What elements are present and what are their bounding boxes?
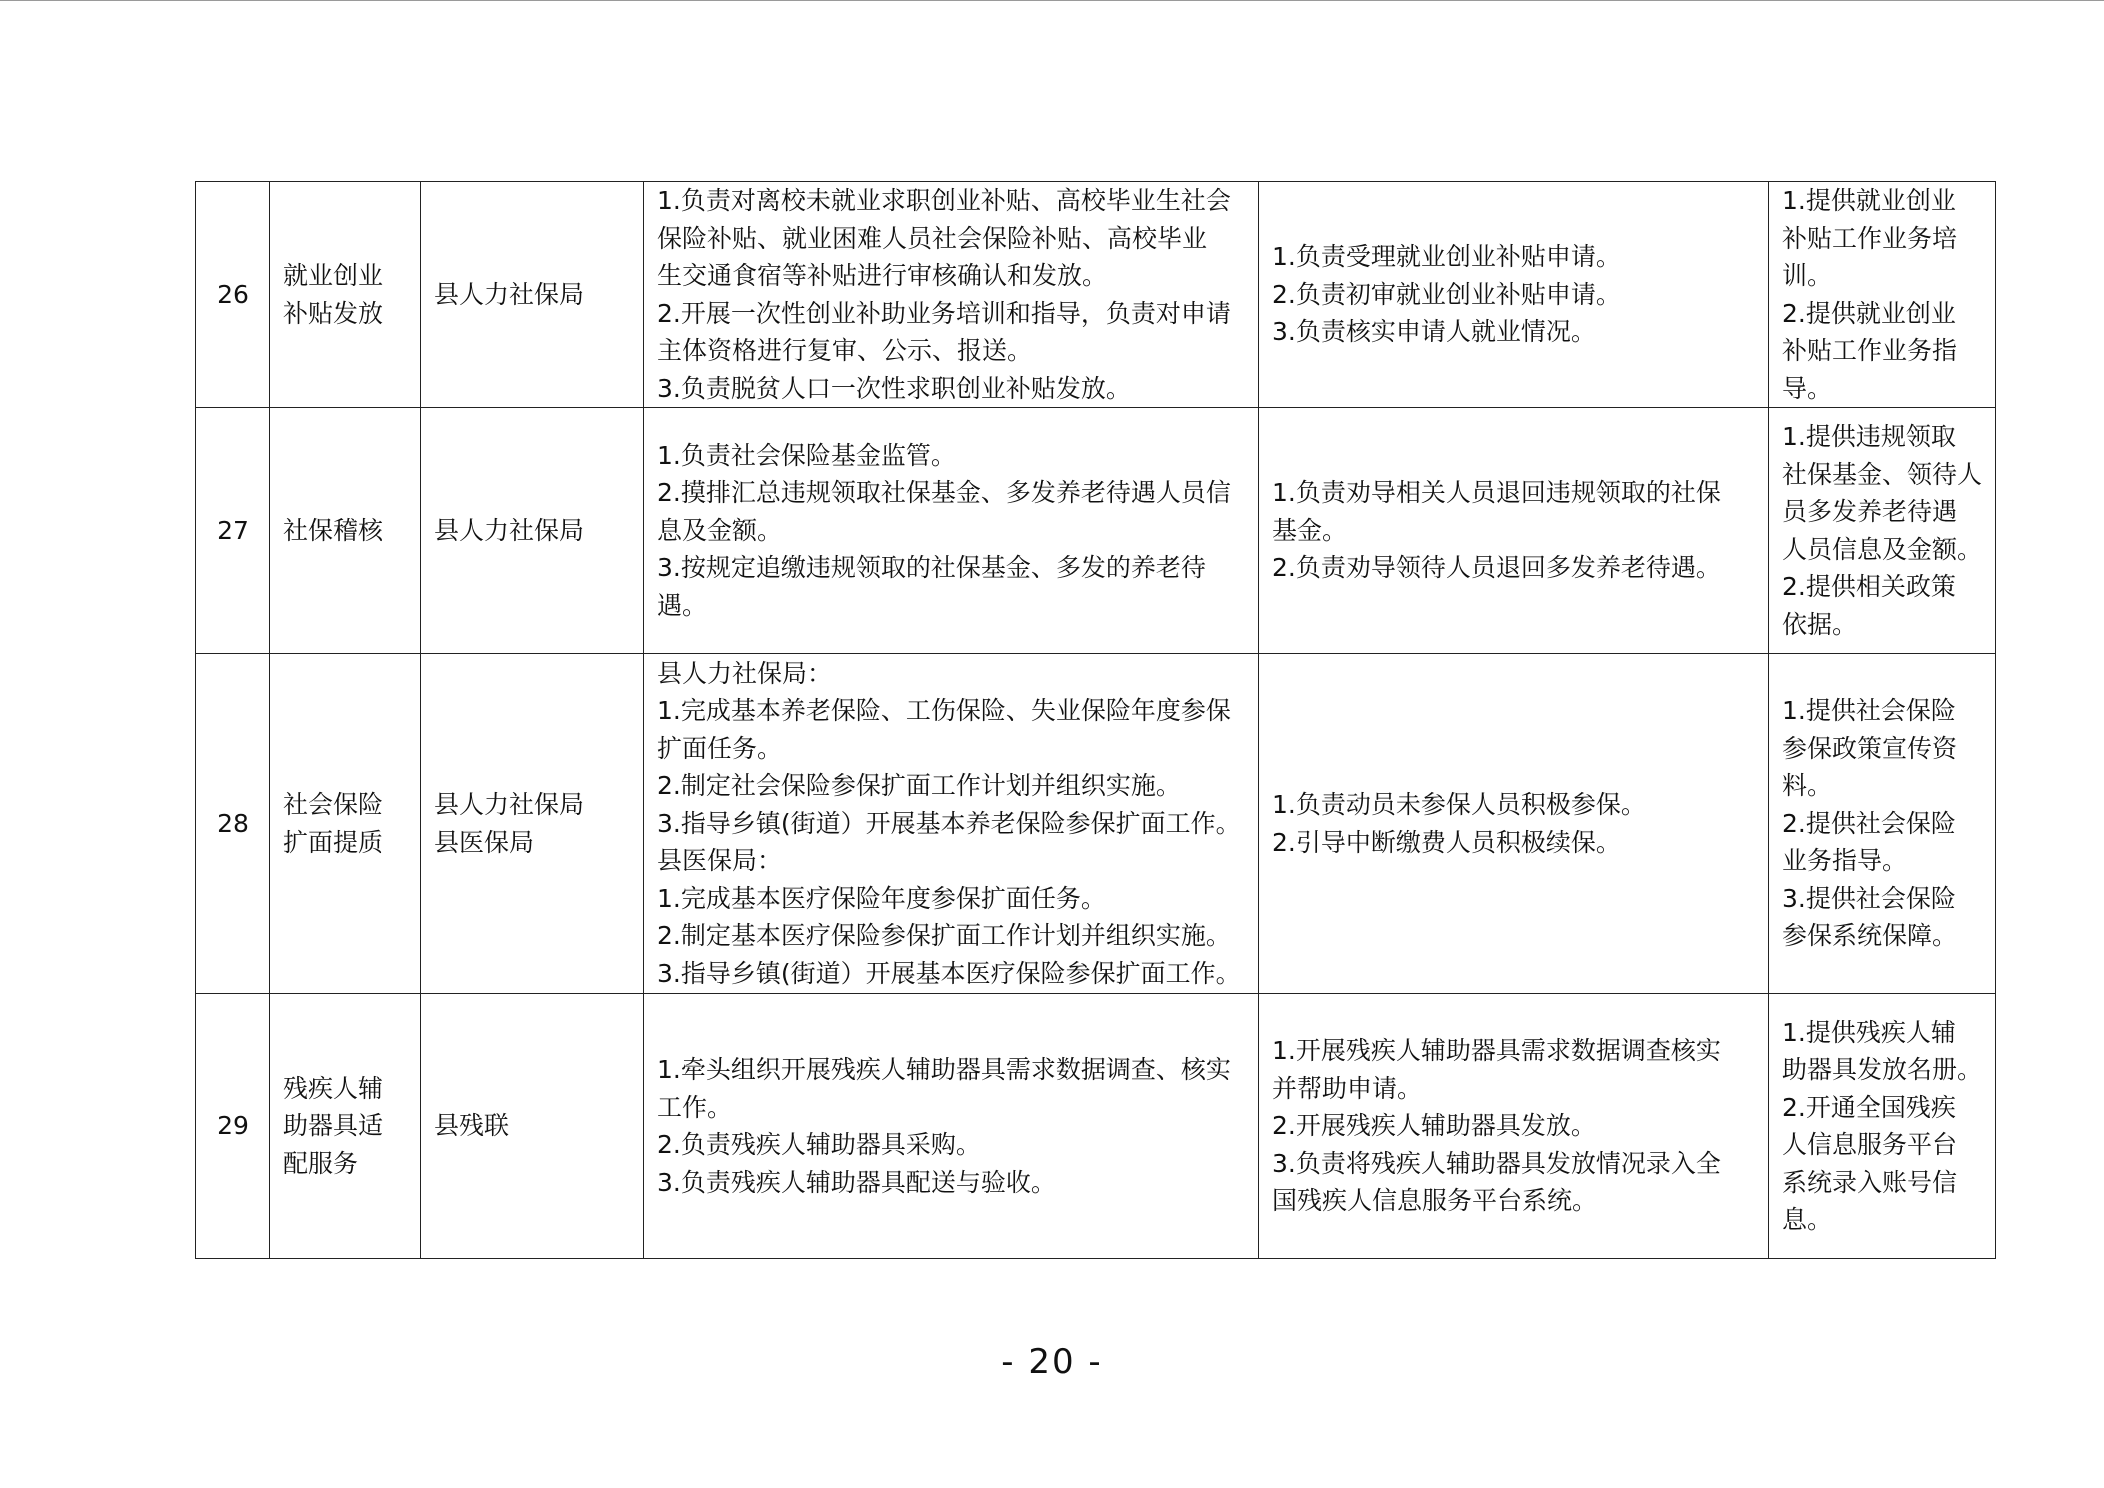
lead-department-line: 县残联 [434,1111,510,1141]
department-duty-line: 3.负责脱贫人口一次性求职创业补贴发放。 [657,373,1131,403]
row-number: 26 [217,279,249,309]
lead-department-cell [421,408,644,654]
support-cell [1769,654,1996,994]
support-cell [1769,408,1996,654]
support-line: 补贴工作业务培 [1782,223,1958,253]
department-duty-line: 2.制定社会保险参保扩面工作计划并组织实施。 [657,771,1181,801]
support-line: 2.提供相关政策 [1782,572,1956,601]
support-line: 业务指导。 [1782,846,1908,876]
department-duty-cell [644,182,1259,408]
department-duty-line: 保险补贴、就业困难人员社会保险补贴、高校毕业 [657,223,1208,253]
town-duty-line: 基金。 [1272,515,1348,545]
town-duty-line: 2.开展残疾人辅助器具发放。 [1272,1111,1596,1141]
support-line: 1.提供就业创业 [1782,186,1956,215]
support-line: 人员信息及金额。 [1782,534,1983,564]
department-duty-line: 县人力社保局： [657,658,833,688]
support-line: 社保基金、领待人 [1782,459,1983,489]
department-duty-cell [644,994,1259,1259]
item-name-line: 社会保险 [283,790,384,819]
row-number: 29 [217,1111,249,1141]
department-duty-line: 扩面任务。 [657,733,783,763]
support-cell [1769,994,1996,1259]
row-number: 27 [217,515,249,545]
department-duty-line: 工作。 [657,1092,733,1122]
department-duty-cell [644,654,1259,994]
item-name-line: 助器具适 [283,1111,384,1141]
town-duty-cell [1259,654,1769,994]
lead-department-cell [421,182,644,408]
department-duty-line: 息及金额。 [657,515,783,545]
support-line: 2.提供社会保险 [1782,808,1956,838]
town-duty-line: 2.负责初审就业创业补贴申请。 [1272,279,1621,309]
lead-department-line: 县人力社保局 [434,279,585,309]
support-line: 参保系统保障。 [1782,921,1958,951]
department-duty-line: 2.负责残疾人辅助器具采购。 [657,1130,981,1159]
department-duty-line: 3.按规定追缴违规领取的社保基金、多发的养老待 [657,553,1206,583]
support-line: 2.开通全国残疾 [1782,1092,1956,1122]
lead-department-line: 县人力社保局 [434,790,585,819]
support-line: 1.提供残疾人辅 [1782,1017,1956,1047]
support-line: 导。 [1782,373,1833,403]
duty-table [195,181,1996,1259]
table-row [196,182,1996,408]
department-duty-line: 1.负责社会保险基金监管。 [657,440,956,470]
department-duty-line: 2.开展一次性创业补助业务培训和指导，负责对申请 [657,298,1231,328]
department-duty-line: 1.牵头组织开展残疾人辅助器具需求数据调查、核实 [657,1055,1231,1084]
department-duty-line: 生交通食宿等补贴进行审核确认和发放。 [657,261,1108,290]
department-duty-line: 1.负责对离校未就业求职创业补贴、高校毕业生社会 [657,186,1231,215]
item-name-line: 就业创业 [283,261,384,290]
department-duty-line: 县医保局： [657,846,783,876]
support-line: 人信息服务平台 [1782,1130,1958,1159]
department-duty-line: 1.完成基本医疗保险年度参保扩面任务。 [657,883,1106,913]
support-line: 1.提供违规领取 [1782,422,1956,451]
department-duty-line: 3.指导乡镇(街道）开展基本医疗保险参保扩面工作。 [657,958,1241,988]
department-duty-line: 1.完成基本养老保险、工伤保险、失业保险年度参保 [657,696,1231,726]
row-number: 28 [217,808,249,838]
department-duty-line: 遇。 [657,590,708,620]
lead-department-cell [421,654,644,994]
support-line: 3.提供社会保险 [1782,883,1956,913]
support-line: 助器具发放名册。 [1782,1055,1983,1084]
support-line: 依据。 [1782,609,1858,639]
item-name-line: 补贴发放 [283,298,384,328]
item-name-line: 社保稽核 [283,515,384,545]
support-line: 1.提供社会保险 [1782,696,1956,726]
department-duty-line: 3.指导乡镇(街道）开展基本养老保险参保扩面工作。 [657,808,1241,838]
page-top-rule [0,0,2104,1]
item-name-line: 配服务 [283,1148,359,1178]
table-row [196,408,1996,654]
town-duty-cell [1259,182,1769,408]
town-duty-line: 2.负责劝导领待人员退回多发养老待遇。 [1272,553,1721,583]
department-duty-line: 2.制定基本医疗保险参保扩面工作计划并组织实施。 [657,921,1231,951]
item-name-cell [270,182,421,408]
row-number-cell [196,994,270,1259]
town-duty-cell [1259,408,1769,654]
department-duty-line: 3.负责残疾人辅助器具配送与验收。 [657,1167,1056,1197]
town-duty-line: 1.负责劝导相关人员退回违规领取的社保 [1272,478,1721,508]
table-row [196,994,1996,1259]
town-duty-line: 1.负责受理就业创业补贴申请。 [1272,242,1621,272]
support-line: 料。 [1782,771,1833,801]
town-duty-line: 1.开展残疾人辅助器具需求数据调查核实 [1272,1036,1721,1066]
town-duty-line: 2.引导中断缴费人员积极续保。 [1272,827,1621,857]
support-line: 参保政策宣传资 [1782,733,1958,763]
department-duty-line: 主体资格进行复审、公示、报送。 [657,336,1033,365]
town-duty-line: 3.负责将残疾人辅助器具发放情况录入全 [1272,1148,1721,1178]
item-name-line: 残疾人辅 [283,1073,384,1103]
duty-table-body [196,182,1996,1259]
town-duty-line: 国残疾人信息服务平台系统。 [1272,1186,1598,1216]
page-number: - 20 - [1001,1342,1103,1382]
support-line: 2.提供就业创业 [1782,298,1956,328]
lead-department-line: 县医保局 [434,827,535,857]
item-name-line: 扩面提质 [283,827,384,857]
row-number-cell [196,182,270,408]
department-duty-cell [644,408,1259,654]
support-line: 系统录入账号信 [1782,1167,1958,1197]
row-number-cell [196,654,270,994]
town-duty-line: 1.负责动员未参保人员积极参保。 [1272,790,1646,819]
department-duty-line: 2.摸排汇总违规领取社保基金、多发养老待遇人员信 [657,478,1231,508]
support-line: 训。 [1782,261,1833,290]
lead-department-line: 县人力社保局 [434,515,585,545]
support-line: 息。 [1782,1205,1833,1234]
item-name-cell [270,654,421,994]
item-name-cell [270,994,421,1259]
town-duty-line: 3.负责核实申请人就业情况。 [1272,317,1596,347]
support-line: 员多发养老待遇 [1782,497,1958,526]
support-line: 补贴工作业务指 [1782,336,1958,365]
support-cell [1769,182,1996,408]
town-duty-line: 并帮助申请。 [1272,1073,1423,1103]
lead-department-cell [421,994,644,1259]
town-duty-cell [1259,994,1769,1259]
item-name-cell [270,408,421,654]
row-number-cell [196,408,270,654]
table-row [196,654,1996,994]
